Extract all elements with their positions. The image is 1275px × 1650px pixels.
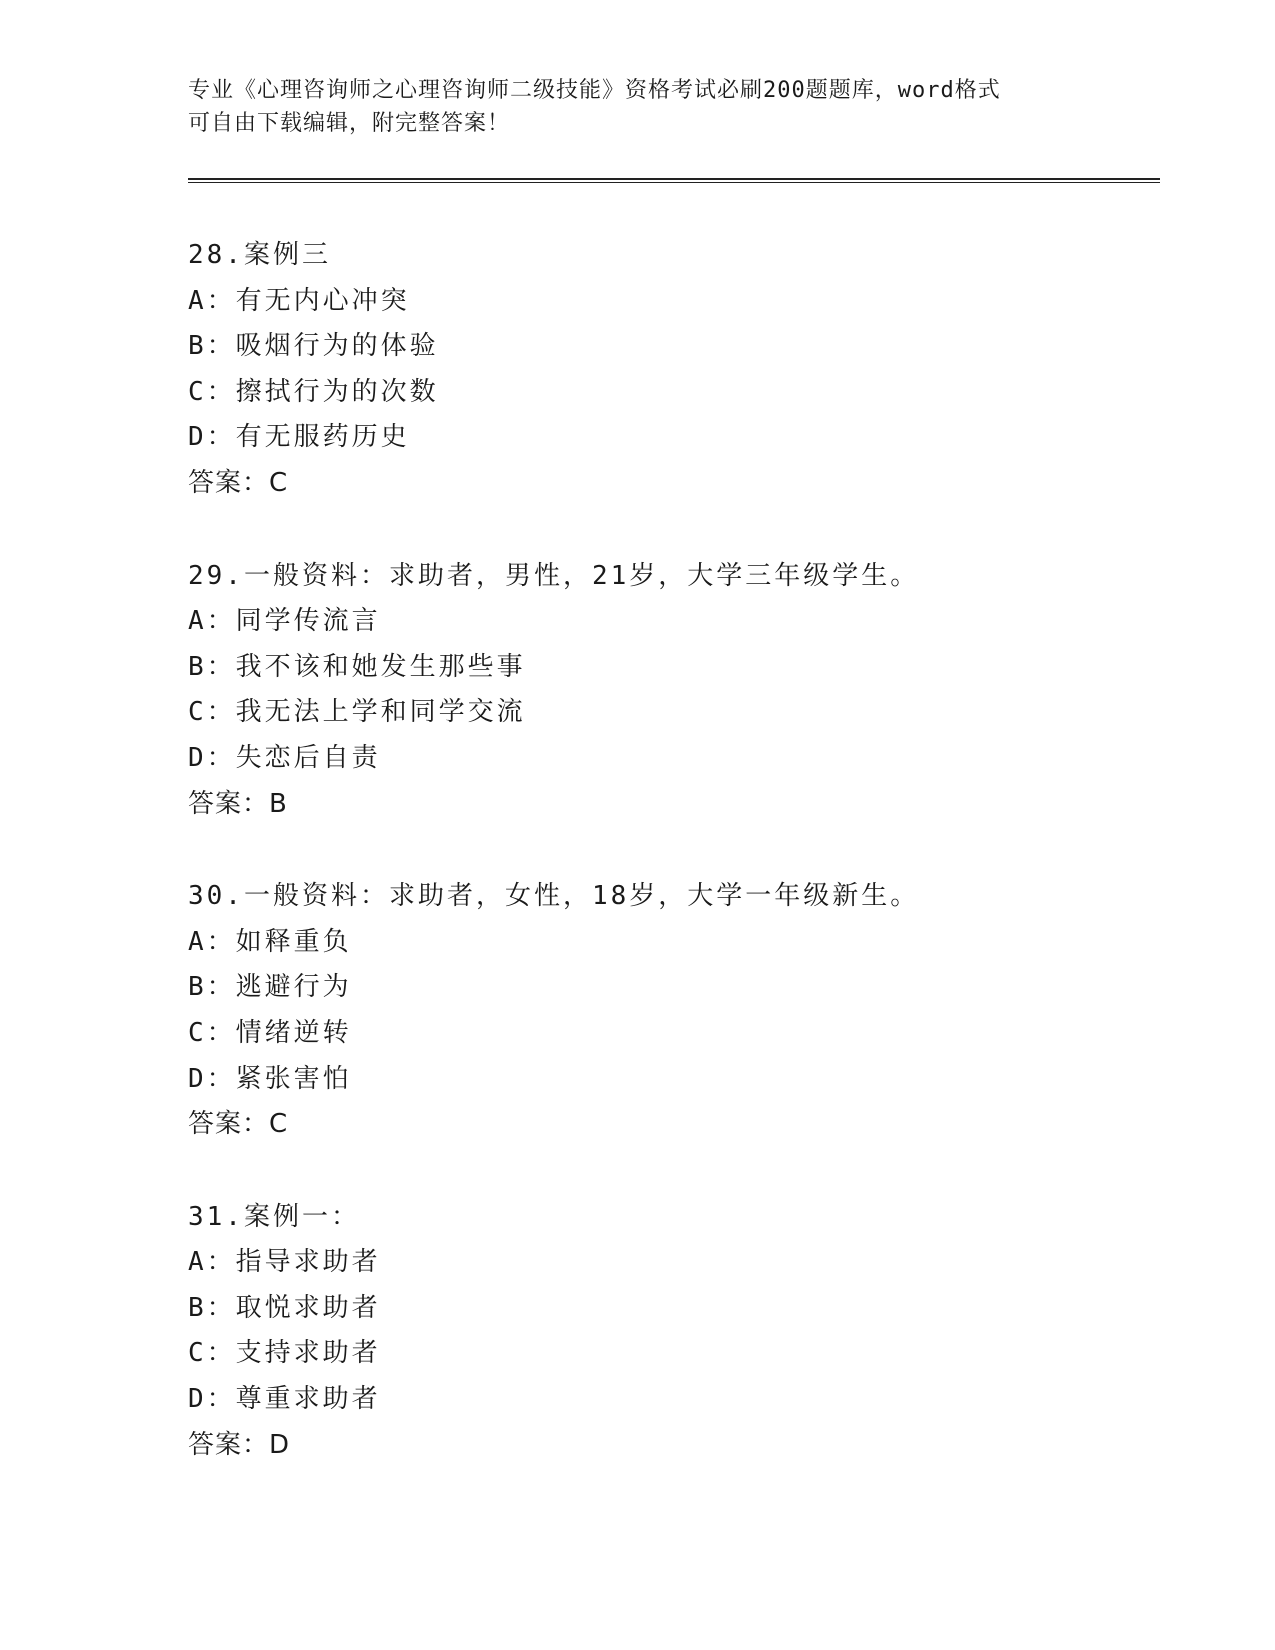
option-c: C：擦拭行为的次数 bbox=[188, 376, 439, 407]
header-line-2: 可自由下载编辑，附完整答案！ bbox=[188, 111, 511, 136]
option-a: A：同学传流言 bbox=[188, 606, 381, 637]
question-stem: 31.案例一： bbox=[188, 1201, 360, 1232]
option-c: C：情绪逆转 bbox=[188, 1017, 352, 1048]
question-list bbox=[188, 233, 1160, 1515]
option-a: A：指导求助者 bbox=[188, 1247, 381, 1278]
answer: 答案：B bbox=[188, 788, 288, 819]
option-b: B：逃避行为 bbox=[188, 972, 352, 1003]
option-a: A：如释重负 bbox=[188, 926, 352, 957]
option-d: D：失恋后自责 bbox=[188, 742, 381, 773]
option-b: B：吸烟行为的体验 bbox=[188, 331, 439, 362]
option-d: D：尊重求助者 bbox=[188, 1384, 381, 1415]
option-a: A：有无内心冲突 bbox=[188, 285, 410, 316]
option-d: D：有无服药历史 bbox=[188, 422, 410, 453]
header-divider bbox=[188, 178, 1160, 183]
answer: 答案：C bbox=[188, 1109, 289, 1140]
question-30 bbox=[188, 874, 1160, 1148]
question-29 bbox=[188, 554, 1160, 828]
question-28 bbox=[188, 233, 1160, 507]
question-stem: 28.案例三 bbox=[188, 240, 331, 270]
document-header bbox=[188, 74, 1088, 140]
question-stem: 29.一般资料：求助者，男性，21岁，大学三年级学生。 bbox=[188, 560, 920, 591]
option-b: B：取悦求助者 bbox=[188, 1292, 381, 1323]
option-c: C：支持求助者 bbox=[188, 1338, 381, 1369]
option-b: B：我不该和她发生那些事 bbox=[188, 651, 526, 682]
question-stem: 30.一般资料：求助者，女性，18岁，大学一年级新生。 bbox=[188, 881, 920, 912]
option-c: C：我无法上学和同学交流 bbox=[188, 697, 526, 728]
question-31 bbox=[188, 1195, 1160, 1469]
answer: 答案：C bbox=[188, 467, 289, 498]
header-line-1: 专业《心理咨询师之心理咨询师二级技能》资格考试必刷200题题库，word格式 bbox=[188, 78, 1001, 103]
option-d: D：紧张害怕 bbox=[188, 1063, 352, 1094]
answer: 答案：D bbox=[188, 1429, 291, 1460]
